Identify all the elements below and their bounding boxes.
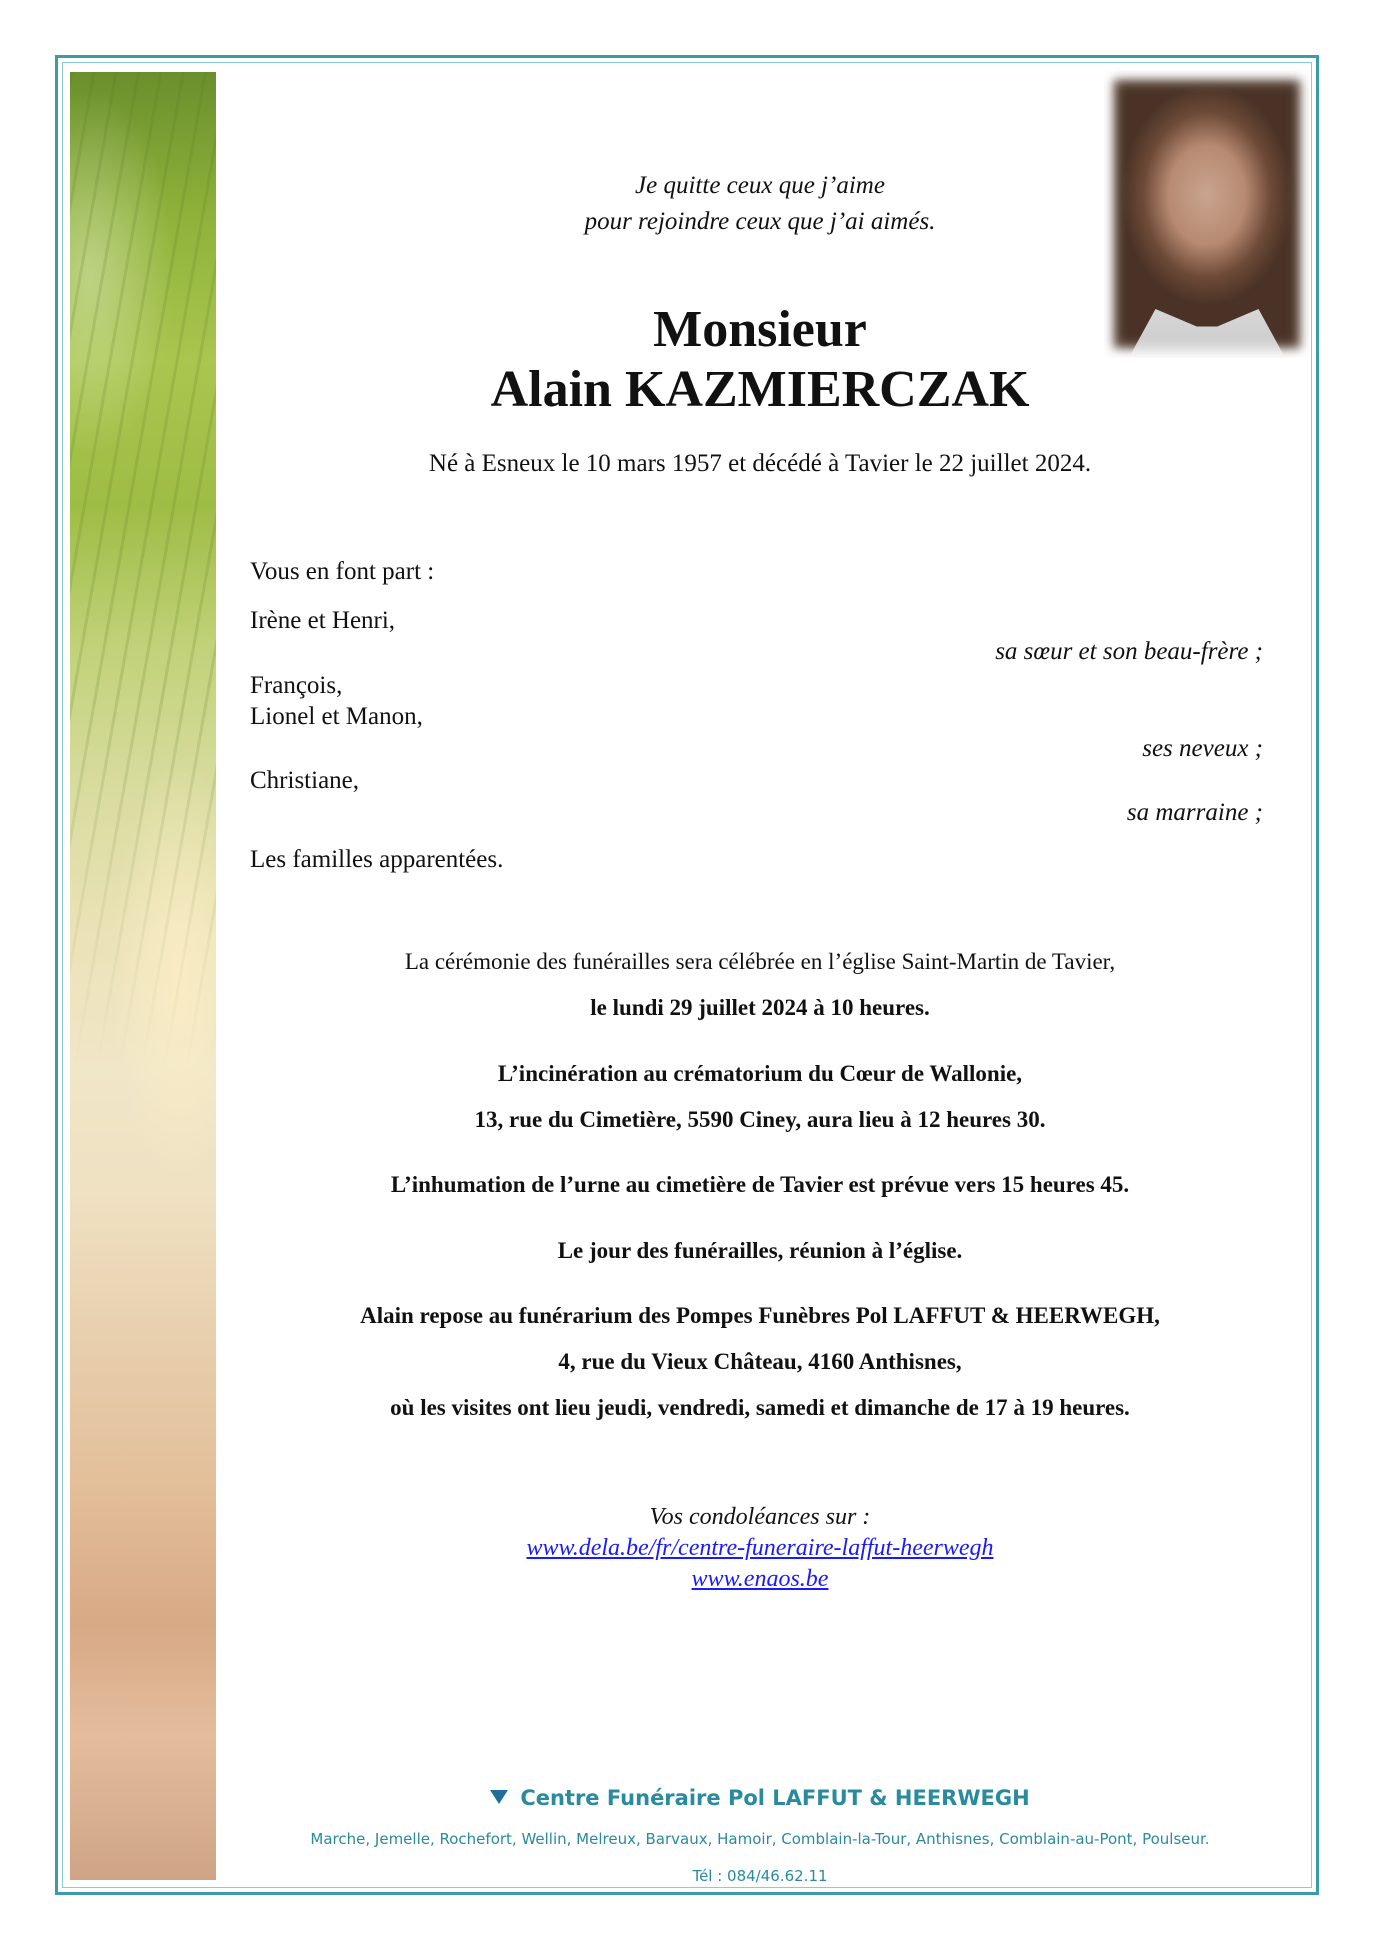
ceremony-line-3: L’incinération au crématorium du Cœur de Wallonie,	[497, 1061, 1023, 1086]
birth-death-line: Né à Esneux le 10 mars 1957 et décédé à Tavier le 22 juillet 2024.	[428, 450, 1092, 477]
footer-company-name: Centre Funéraire Pol LAFFUT & HEERWEGH	[520, 1786, 1030, 1810]
footer-phone: Tél : 084/46.62.11	[692, 1867, 828, 1885]
condolences-block	[230, 1502, 1290, 1595]
epigraph-line-2: pour rejoindre ceux que j’ai aimés.	[584, 208, 936, 235]
footer-company	[230, 1786, 1290, 1810]
ceremony-line-6: Le jour des funérailles, réunion à l’église.	[557, 1238, 963, 1263]
condolences-link-dela[interactable]: www.dela.be/fr/centre-funeraire-laffut-heerwegh	[526, 1535, 994, 1561]
triangle-down-icon	[490, 1790, 508, 1804]
epigraph	[230, 168, 1290, 240]
ceremony-line-7: Alain repose au funérarium des Pompes Funèbres Pol LAFFUT & HEERWEGH,	[360, 1303, 1160, 1328]
ceremony-line-1: La cérémonie des funérailles sera célébrée en l’église Saint-Martin de Tavier,	[404, 949, 1116, 974]
title-honorific: Monsieur	[653, 301, 867, 358]
title-full-name: Alain KAZMIERCZAK	[490, 361, 1030, 418]
ceremony-line-4: 13, rue du Cimetière, 5590 Ciney, aura lieu à 12 heures 30.	[474, 1107, 1046, 1132]
family-relation-1: sa sœur et son beau-frère ;	[995, 638, 1263, 665]
family-names-2b: Lionel et Manon,	[250, 703, 423, 730]
family-relation-2: ses neveux ;	[1142, 735, 1263, 762]
epigraph-line-1: Je quitte ceux que j’aime	[635, 172, 885, 199]
ceremony-line-8: 4, rue du Vieux Château, 4160 Anthisnes,	[558, 1349, 962, 1374]
ceremony-line-9: où les visites ont lieu jeudi, vendredi, samedi et dimanche de 17 à 19 heures.	[390, 1395, 1130, 1420]
forest-path-image	[70, 72, 216, 1880]
family-extended: Les familles apparentées.	[250, 846, 504, 873]
announce-intro: Vous en font part :	[250, 558, 435, 585]
family-relation-3: sa marraine ;	[1126, 799, 1263, 826]
family-names-2a: François,	[250, 672, 343, 699]
deceased-name	[230, 300, 1290, 420]
family-names-1: Irène et Henri,	[250, 607, 396, 634]
ceremony-line-2: le lundi 29 juillet 2024 à 10 heures.	[590, 995, 930, 1020]
footer-locations: Marche, Jemelle, Rochefort, Wellin, Melreux, Barvaux, Hamoir, Comblain-la-Tour, Anthisnes, Comblain-au-Pont, Poulseur.	[310, 1830, 1210, 1848]
condolences-link-enaos[interactable]: www.enaos.be	[691, 1566, 829, 1592]
ceremony-line-5: L’inhumation de l’urne au cimetière de Tavier est prévue vers 15 heures 45.	[390, 1172, 1130, 1197]
family-names-3: Christiane,	[250, 767, 360, 794]
condolences-label: Vos condoléances sur :	[649, 1504, 871, 1530]
